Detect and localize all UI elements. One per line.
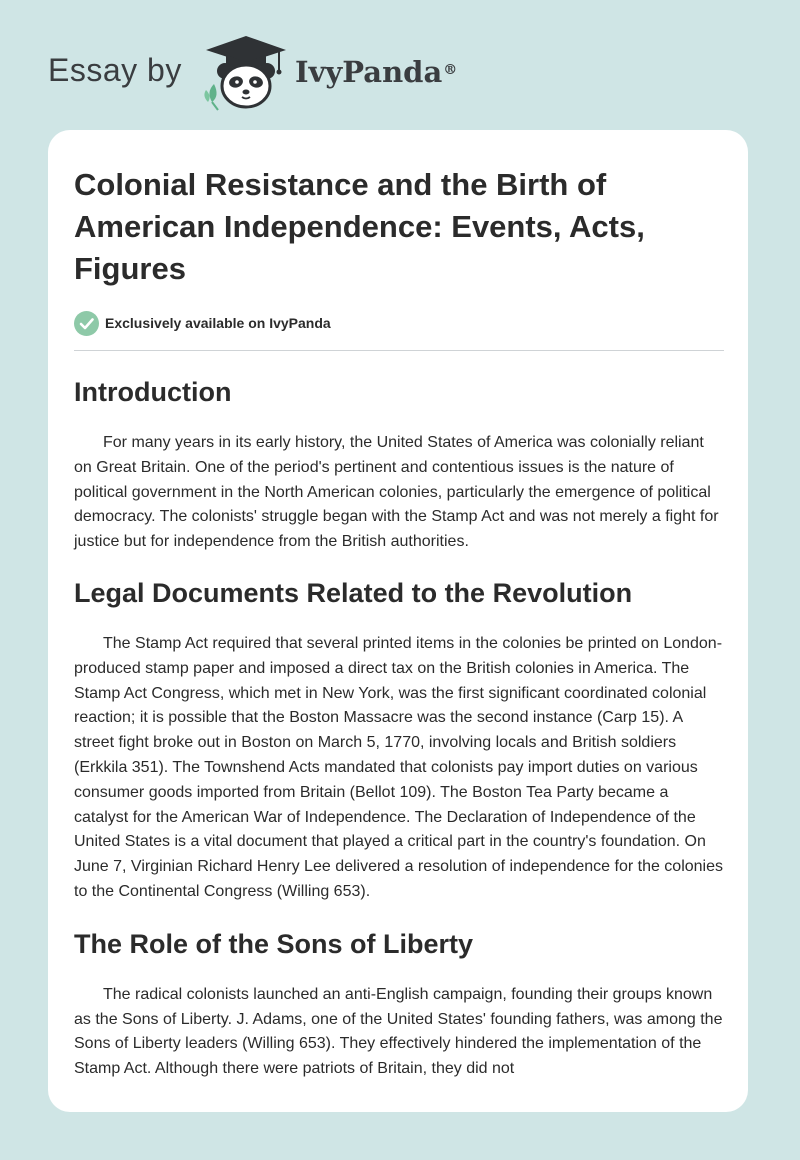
section-sons-of-liberty (74, 927, 724, 1082)
essay-title: Colonial Resistance and the Birth of American Independence: Events, Acts, Figures (74, 167, 645, 286)
section-paragraph: The radical colonists launched an anti-English campaign, founding their groups known as the Sons of Liberty. J. Adams, one of the United States' founding fathers, was among the Sons of Liberty leaders (Willing 653). They effectively hindered the implementation of the Stamp Act. Although there were patriots of Britain, they did not (74, 985, 723, 1078)
brand-name-text: IvyPanda (295, 55, 443, 89)
panda-logo-icon[interactable] (200, 32, 292, 112)
essay-content (74, 164, 724, 1082)
section-heading: The Role of the Sons of Liberty (74, 928, 474, 959)
registered-mark: ® (443, 62, 458, 78)
site-header (0, 0, 800, 130)
section-heading: Introduction (74, 377, 232, 407)
section-paragraph: For many years in its early history, the United States of America was colonially reliant on Great Britain. One of the period's pertinent and contentious issues is the nature of political government in the North American colonies, particularly the emergence of political democracy. The colonists' struggle began with the Stamp Act and was not merely a fight for justice but for independence from the British authorities. (74, 434, 719, 551)
brand-name[interactable] (295, 52, 457, 92)
title-divider (74, 350, 724, 351)
exclusive-badge (74, 310, 724, 336)
essay-card (48, 130, 748, 1112)
check-circle-icon (74, 311, 99, 336)
brand-prefix: Essay by (48, 52, 182, 88)
exclusive-badge-text: Exclusively available on IvyPanda (105, 315, 331, 331)
section-legal-documents (74, 576, 724, 905)
section-heading: Legal Documents Related to the Revolution (74, 577, 633, 608)
section-introduction (74, 375, 724, 555)
section-paragraph: The Stamp Act required that several printed items in the colonies be printed on London-produced stamp paper and imposed a direct tax on the British colonies in America. The Stamp Act Congress, which met in New York, was the first significant coordinated colonial reaction; it is possible that the Boston Massacre was the second instance (Carp 15). A street fight broke out in Boston on March 5, 1770, involving locals and British soldiers (Erkkila 351). The Townshend Acts mandated that colonists pay import duties on various consumer goods imported from Britain (Bellot 109). The Boston Tea Party became a catalyst for the American War of Independence. The Declaration of Independence of the United States is a vital document that played a critical part in the country's foundation. On June 7, Virginian Richard Henry Lee delivered a resolution of independence for the colonies to the Continental Congress (Willing 653). (74, 634, 724, 900)
